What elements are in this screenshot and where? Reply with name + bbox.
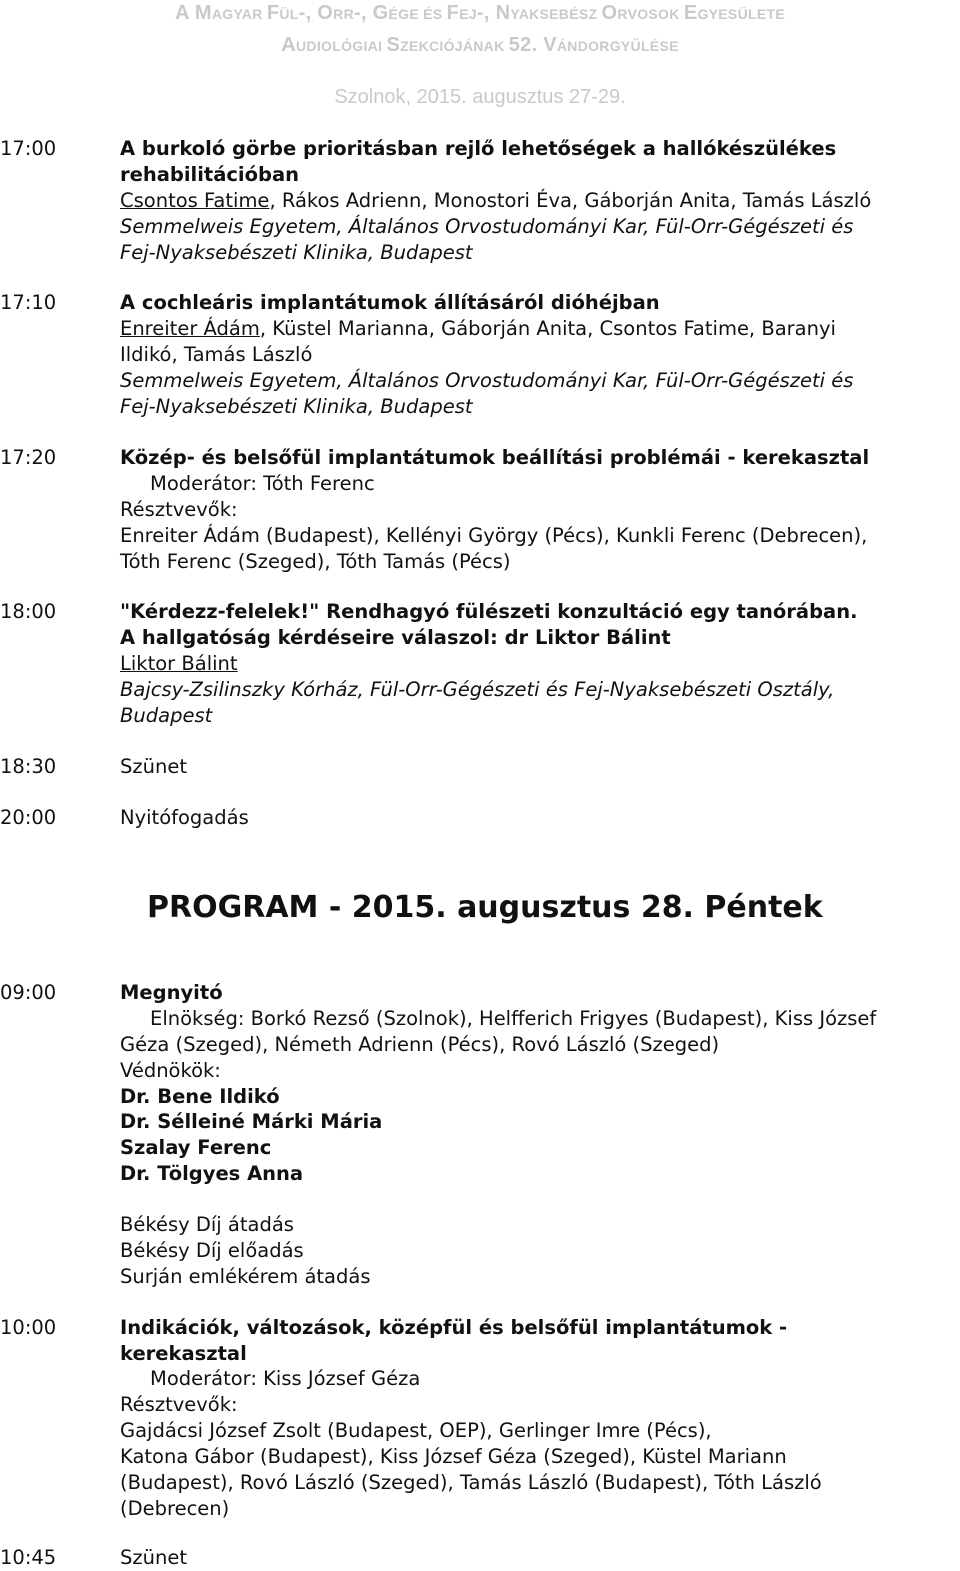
schedule-line: Megnyitó: [120, 981, 223, 1004]
header-letter: V: [543, 34, 557, 56]
schedule-line: Csontos Fatime, Rákos Adrienn, Monostori Éva, Gáborján Anita, Tamás László: [120, 189, 872, 212]
schedule-line: Szünet: [120, 1546, 187, 1569]
schedule-line: Szalay Ferenc: [120, 1136, 272, 1159]
schedule-line: Moderátor: Tóth Ferenc: [150, 472, 375, 495]
presenter-name: Enreiter Ádám: [120, 317, 260, 340]
schedule-line: Békésy Díj előadás: [120, 1239, 304, 1262]
header-letter: S: [386, 34, 401, 56]
schedule-line: rehabilitációban: [120, 163, 300, 186]
header-smallcaps: ÉGE ÉS: [388, 6, 447, 22]
header-smallcaps: UDIOLÓGIAI: [296, 38, 387, 54]
header-letter: G: [372, 2, 389, 24]
header-letter: F: [266, 2, 280, 24]
schedule-line: Katona Gábor (Budapest), Kiss József Géza (Szeged), Küstel Mariann: [120, 1445, 787, 1468]
presenter-name: Csontos Fatime: [120, 189, 270, 212]
header-letter: F: [446, 2, 460, 24]
schedule-line: A hallgatóság kérdéseire válaszol: dr Liktor Bálint: [120, 626, 671, 649]
schedule-time: 18:00: [0, 600, 57, 623]
schedule-line: Semmelweis Egyetem, Általános Orvostudományi Kar, Fül-Orr-Gégészeti és: [120, 215, 854, 238]
schedule-time: 20:00: [0, 806, 57, 829]
header-smallcaps: AGYAR: [211, 6, 267, 22]
schedule-time: 10:00: [0, 1316, 57, 1339]
schedule-line: Dr. Sélleiné Márki Mária: [120, 1110, 383, 1133]
header-letter: -,: [353, 2, 373, 24]
header-smallcaps: ÁNDORGYŰLÉSE: [556, 38, 679, 54]
header-letter: M: [194, 2, 212, 24]
schedule-time: 09:00: [0, 981, 57, 1004]
schedule-line: Békésy Díj átadás: [120, 1213, 294, 1236]
schedule-time: 17:20: [0, 446, 57, 469]
schedule-line: Budapest: [120, 704, 213, 727]
header-smallcaps: EJ: [459, 6, 477, 22]
schedule-line: Nyitófogadás: [120, 806, 249, 829]
schedule-line: Védnökök:: [120, 1059, 221, 1082]
program-day-heading: PROGRAM - 2015. augusztus 28. Péntek: [147, 890, 823, 925]
header-letter: N: [495, 2, 511, 24]
header-letter: 52.: [508, 34, 544, 56]
schedule-line: Dr. Bene Ildikó: [120, 1085, 280, 1108]
schedule-line: Enreiter Ádám, Küstel Marianna, Gáborján Anita, Csontos Fatime, Baranyi: [120, 317, 836, 340]
schedule-time: 17:00: [0, 137, 57, 160]
schedule-line: Ildikó, Tamás László: [120, 343, 313, 366]
header-smallcaps: GYESÜLETE: [697, 6, 785, 22]
header-title-line-2: [0, 34, 960, 57]
schedule-line: Résztvevők:: [120, 498, 238, 521]
header-smallcaps: RR: [333, 6, 354, 22]
header-letter: A: [175, 2, 195, 24]
schedule-line: Indikációk, változások, középfül és belsőfül implantátumok -: [120, 1316, 788, 1339]
schedule-time: 10:45: [0, 1546, 57, 1569]
schedule-line: Moderátor: Kiss József Géza: [150, 1367, 421, 1390]
schedule-line: Közép- és belsőfül implantátumok beállítási problémái - kerekasztal: [120, 446, 870, 469]
header-letter: O: [317, 2, 334, 24]
schedule-line: A cochleáris implantátumok állításáról dióhéjban: [120, 291, 660, 314]
schedule-line: Elnökség: Borkó Rezső (Szolnok), Helfferich Frigyes (Budapest), Kiss József: [150, 1007, 877, 1030]
header-smallcaps: YAKSEBÉSZ: [510, 6, 602, 22]
schedule-line: Szünet: [120, 755, 187, 778]
schedule-line: Gajdácsi József Zsolt (Budapest, OEP), Gerlinger Imre (Pécs),: [120, 1419, 712, 1442]
header-letter: -,: [298, 2, 318, 24]
schedule-line: Surján emlékérem átadás: [120, 1265, 371, 1288]
header-smallcaps: RVOSOK: [617, 6, 684, 22]
schedule-line: kerekasztal: [120, 1342, 247, 1365]
header-smallcaps: ÜL: [279, 6, 299, 22]
schedule-line: Résztvevők:: [120, 1393, 238, 1416]
schedule-time: 17:10: [0, 291, 57, 314]
schedule-line: Fej-Nyaksebészeti Klinika, Budapest: [120, 241, 473, 264]
schedule-line: [120, 651, 238, 677]
header-title-line-1: [0, 2, 960, 25]
header-letter: O: [601, 2, 618, 24]
schedule-line: Dr. Tölgyes Anna: [120, 1162, 304, 1185]
schedule-line: (Debrecen): [120, 1497, 230, 1520]
schedule-line: "Kérdezz-felelek!" Rendhagyó fülészeti konzultáció egy tanórában.: [120, 600, 858, 623]
header-letter: E: [683, 2, 698, 24]
schedule-line: Semmelweis Egyetem, Általános Orvostudományi Kar, Fül-Orr-Gégészeti és: [120, 369, 854, 392]
presenter-name: Liktor Bálint: [120, 652, 238, 675]
schedule-line: (Budapest), Rovó László (Szeged), Tamás László (Budapest), Tóth László: [120, 1471, 822, 1494]
header-letter: A: [281, 34, 297, 56]
header-letter: -,: [476, 2, 496, 24]
schedule-time: 18:30: [0, 755, 57, 778]
schedule-line: Géza (Szeged), Németh Adrienn (Pécs), Rovó László (Szeged): [120, 1033, 720, 1056]
header-location-date: Szolnok, 2015. augusztus 27-29.: [334, 86, 626, 108]
schedule-line: Enreiter Ádám (Budapest), Kellényi György (Pécs), Kunkli Ferenc (Debrecen),: [120, 524, 868, 547]
schedule-line: Bajcsy-Zsilinszky Kórház, Fül-Orr-Gégészeti és Fej-Nyaksebészeti Osztály,: [120, 678, 835, 701]
schedule-line: Tóth Ferenc (Szeged), Tóth Tamás (Pécs): [120, 550, 511, 573]
schedule-line: Fej-Nyaksebészeti Klinika, Budapest: [120, 395, 473, 418]
schedule-line: A burkoló görbe prioritásban rejlő lehetőségek a hallókészülékes: [120, 137, 837, 160]
header-smallcaps: ZEKCIÓJÁNAK: [400, 38, 509, 54]
